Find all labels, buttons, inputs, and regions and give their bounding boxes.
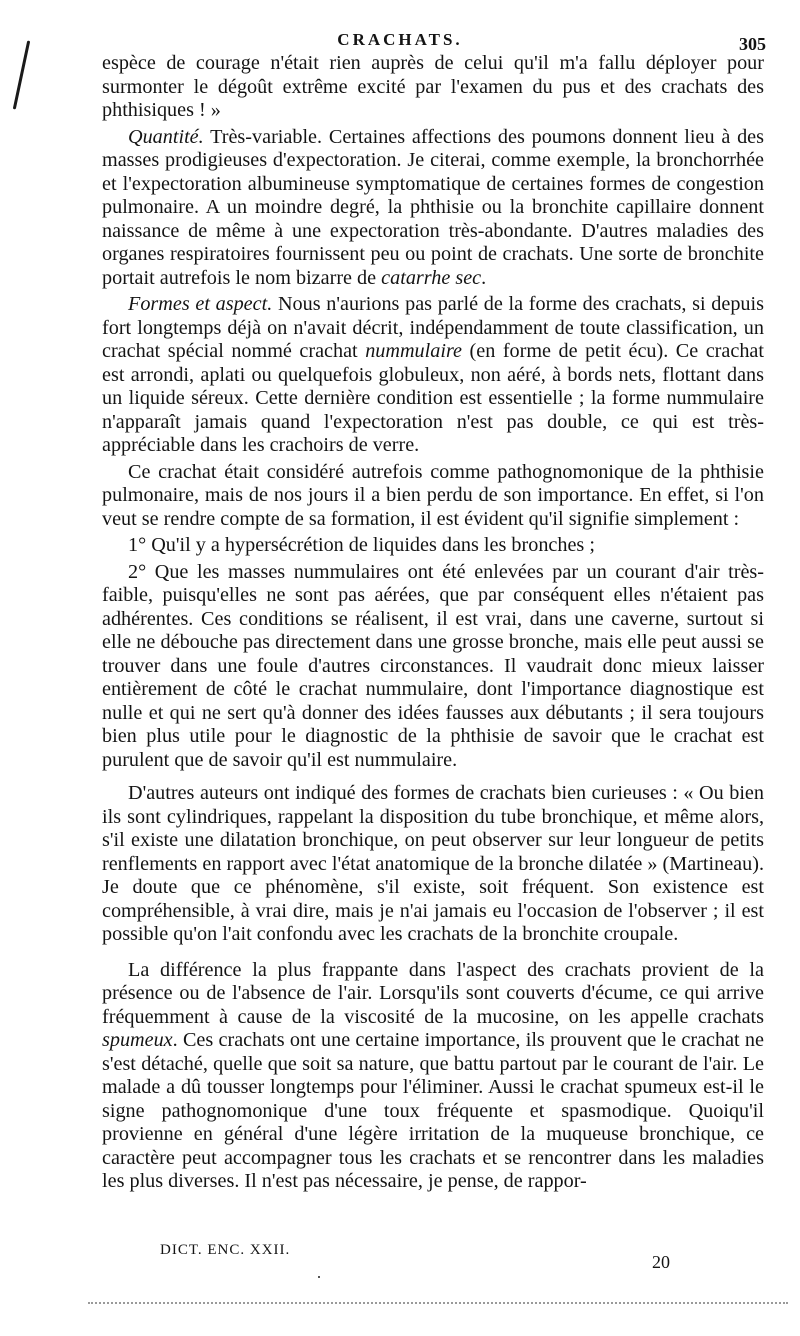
paragraph-text-after: (en forme de petit écu). Ce crachat est arrondi, aplati ou quelquefois globuleux, non aéré, à bords nets, flottant dans un liquide séreux. Cette dernière condition est essentielle ; la forme nummulaire n'apparaît jamais quand l'expectoration n'est pas double, ce qui est très-appréciable dans les crachoirs de verre. <box>102 340 764 456</box>
page-number: 305 <box>739 34 766 54</box>
paragraph <box>102 461 764 532</box>
paragraph-text: Nous n'aurions pas parlé de la forme des crachats, si depuis fort longtemps déjà on n'avait décrit, indépendamment de toute classification, un crachat spécial nommé crachat <box>102 293 764 362</box>
body-text <box>102 52 764 1197</box>
page-header <box>0 24 800 54</box>
section-lead-formes: Formes et aspect. <box>128 293 273 315</box>
paragraph <box>102 534 764 558</box>
paragraph-text: espèce de courage n'était rien auprès de celui qu'il m'a fallu déployer pour surmonter le dégoût extrême excité par l'examen du pus et des crachats des phthisiques ! » <box>102 52 764 121</box>
italic-term: catarrhe sec <box>381 266 482 289</box>
paragraph-text: 1° Qu'il y a hypersécrétion de liquides dans les bronches ; <box>128 534 595 556</box>
paragraph-text: Ce crachat était considéré autrefois comme pathognomonique de la phthisie pulmonaire, mais de nos jours il a bien perdu de son importance. En effet, si l'on veut se rendre compte de sa formation, il est évident qu'il signifie simplement : <box>102 460 764 530</box>
paragraph <box>102 782 764 947</box>
paragraph <box>102 126 764 291</box>
italic-term: nummulaire <box>365 340 463 362</box>
paragraph <box>102 561 764 773</box>
signature-folio: 20 <box>652 1252 670 1272</box>
paragraph <box>102 959 764 1194</box>
running-head: CRACHATS. <box>337 30 463 49</box>
printer-signature: DICT. ENC. XXII. <box>160 1242 291 1258</box>
paragraph-text-after: . Ces crachats ont une certaine importance, ils prouvent que le crachat ne s'est détaché, quelle que soit sa nature, que battu partout par le courant de l'air. Le malade a dû tousser longtemps pour l'éliminer. Aussi le crachat spumeux est-il le signe pathognomonique d'une toux fréquente et spasmodique. Quoiqu'il provienne en général d'une légère irritation de la muqueuse bronchique, ce caractère peut accompagner tous les crachats et se rencontrer dans les maladies les plus diverses. Il n'est pas nécessaire, je pense, de rappor- <box>102 1029 764 1192</box>
italic-term: spumeux <box>102 1029 173 1051</box>
paragraph-text: 2° Que les masses nummulaires ont été enlevées par un courant d'air très-faible, puisqu'elles ne sont pas aérées, que par conséquent elles n'étaient pas adhérentes. Ces conditions se réalisent, il est vrai, dans une caverne, surtout si elle ne débouche pas directement dans une grosse bronche, mais elle peut aussi se trouver dans une foule d'autres circonstances. Il vaudrait donc mieux laisser entièrement de côté le crachat nummulaire, dont l'importance diagnostique est nulle et qui ne sert qu'à donner des idées fausses aux débutants ; il sera toujours bien plus utile pour le diagnostic de la phthisie de savoir que le crachat est purulent que de savoir qu'il est nummulaire. <box>102 560 764 771</box>
paragraph <box>102 52 764 123</box>
paragraph <box>102 293 764 458</box>
paragraph-text: La différence la plus frappante dans l'aspect des crachats provient de la présence ou de l'absence de l'air. Lorsqu'ils sont couverts d'écume, ce qui arrive fréquemment à cause de la viscosité de la mucosine, on les appelle crachats <box>102 958 764 1028</box>
paragraph-text: Très-variable. Certaines affections des poumons donnent lieu à des masses prodigieuses d'expectoration. Je citerai, comme exemple, la bronchorrhée et l'expectoration albumineuse symptomatique de certaines formes de congestion pulmonaire. A un moindre degré, la phthisie ou la bronchite capillaire donnent naissance de même à une expectoration très-abondante. D'autres maladies des organes respiratoires fournissent peu ou point de crachats. Une sorte de bronchite portait autrefois le nom bizarre de <box>102 125 764 289</box>
paragraph-text: D'autres auteurs ont indiqué des formes de crachats bien curieuses : « Ou bien ils sont cylindriques, rappelant la disposition du tube bronchique, et même alors, s'il existe une dilatation bronchique, on peut observer sur leur longueur de petits renflements en rapport avec l'état anatomique de la bronche dilatée » (Martineau). Je doute que ce phénomène, s'il existe, soit fréquent. Son existence est compréhensible, à vrai dire, mais je n'ai jamais eu l'occasion de l'observer ; il est possible qu'on l'ait confondu avec les crachats de la bronchite croupale. <box>102 782 764 945</box>
paragraph-text-after: . <box>481 266 487 289</box>
bleed-through-line <box>88 1302 788 1304</box>
speck <box>318 1276 320 1278</box>
section-lead-quantite: Quantité. <box>128 125 204 148</box>
